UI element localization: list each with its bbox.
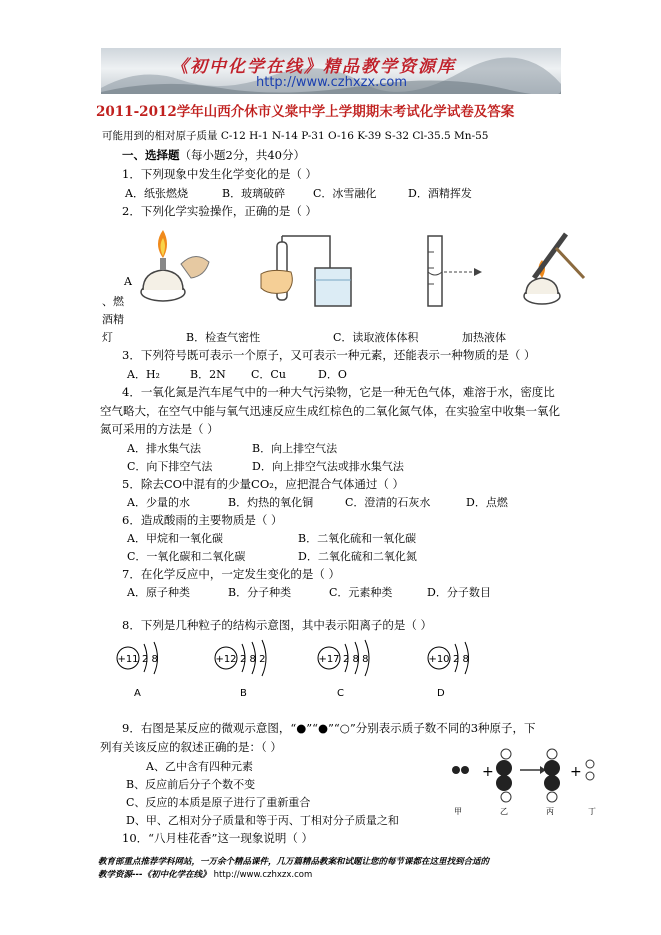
q9-option-d[interactable]: D、甲、乙相对分子质量和等于丙、丁相对分子质量之和 [126,814,399,827]
q7-stem: 7．在化学反应中，一定发生变化的是（ ） [122,567,340,581]
q5-option-c[interactable]: C．澄清的石灰水 [345,496,431,509]
q8-d-shells: 2 8 [453,654,469,665]
q9-label-bing: 丙 [546,807,554,816]
q4-option-d[interactable]: D．向上排空气法或排水集气法 [252,460,404,473]
q3-option-a[interactable]: A．H₂ [127,368,160,381]
q4-option-b[interactable]: B．向上排空气法 [252,442,338,455]
section-heading [122,147,305,163]
q9-label-yi: 乙 [500,807,508,816]
q7-option-d[interactable]: D．分子数目 [427,586,491,599]
footer-note [98,856,568,882]
q9-reaction-diagram [448,740,608,818]
alcohol-lamp-figure [135,228,215,308]
q1-option-a[interactable]: A．纸张燃烧 [125,187,188,200]
q3-stem: 3．下列符号既可表示一个原子，又可表示一种元素，还能表示一种物质的是（ ） [122,348,536,362]
q8-b-shells: 2 8 2 [240,654,266,665]
q8-c-shells: 2 8 8 [343,654,369,665]
q1-stem: 1．下列现象中发生化学变化的是（ ） [122,167,317,181]
airtight-check-figure [255,232,365,312]
q2-option-a-2[interactable]: 、燃 [102,295,124,308]
q4-option-c[interactable]: C．向下排空气法 [127,460,213,473]
q10-stem: 10．“八月桂花香”这一现象说明（ ） [122,831,314,845]
q8-d-nucleus: +10 [428,654,450,665]
q9-label-jia: 甲 [454,807,462,816]
section-heading-label: 一、选择题 [122,148,180,162]
footer-line-2: 教学资源---《初中化学在线》 [98,870,211,880]
q7-option-c[interactable]: C．元素种类 [329,586,393,599]
banner-url: http://www.czhxzx.com [256,75,407,90]
q3-option-d[interactable]: D．O [318,368,347,381]
q9-option-c[interactable]: C、反应的本质是原子进行了重新重合 [126,796,311,809]
svg-text:+: + [570,764,582,780]
q9-option-b[interactable]: B、反应前后分子个数不变 [126,778,256,791]
q8-c-label: C [337,688,344,699]
q1-option-c[interactable]: C．冰雪融化 [313,187,377,200]
q8-d-label: D [437,688,445,699]
svg-text:+: + [482,764,494,780]
q8-a-label: A [134,688,141,699]
q1-option-d[interactable]: D．酒精挥发 [408,187,472,200]
q8-particle-c[interactable] [313,636,403,700]
read-volume-figure [410,232,490,312]
q2-stem: 2．下列化学实验操作，正确的是（ ） [122,204,317,218]
q7-option-b[interactable]: B．分子种类 [228,586,292,599]
q1-option-b[interactable]: B．玻璃破碎 [222,187,286,200]
q4-line-1: 4．一氧化氮是汽车尾气中的一种大气污染物，它是一种无色气体，难溶于水，密度比 [122,385,555,399]
q4-line-2: 空气略大，在空气中能与氧气迅速反应生成红棕色的二氧化氮气体，在实验室中收集一氧化 [100,404,560,418]
q5-option-a[interactable]: A．少量的水 [127,496,190,509]
footer-line-1: 教育部重点推荐学科网站，一万余个精品课件，几万篇精品教案和试题让您的每节课都在这里找到合适的 [98,857,490,867]
q2-option-a-3[interactable]: 酒精 [102,313,124,326]
q4-option-a[interactable]: A．排水集气法 [127,442,201,455]
q2-option-c[interactable]: C．读取液体体积 [333,331,419,344]
footer-url[interactable]: http://www.czhxzx.com [213,870,313,880]
q4-line-3: 氮可采用的方法是（ ） [100,422,219,436]
q9-option-a[interactable]: A、乙中含有四种元素 [146,760,253,773]
q6-option-b[interactable]: B．二氧化硫和一氧化碳 [298,532,417,545]
q2-option-a-4[interactable]: 灯 [102,331,113,344]
section-heading-note: （每小题2分，共40分） [179,148,305,162]
banner-title: 《初中化学在线》精品教学资源库 [171,57,456,77]
q8-b-label: B [240,688,247,699]
q8-a-shells: 2 8 [142,654,158,665]
q3-option-c[interactable]: C．Cu [251,368,286,381]
q6-option-d[interactable]: D．二氧化硫和二氧化氮 [298,550,417,563]
heat-liquid-figure [520,230,590,310]
q3-option-b[interactable]: B．2N [190,368,226,381]
atomic-masses: 可能用到的相对原子质量 C-12 H-1 N-14 P-31 O-16 K-39 S-32 Cl-35.5 Mn-55 [102,130,489,142]
q8-a-nucleus: +11 [117,654,139,665]
q7-option-a[interactable]: A．原子种类 [127,586,190,599]
q8-b-nucleus: +12 [215,654,237,665]
q5-stem: 5．除去CO中混有的少量CO₂，应把混合气体通过（ ） [122,477,405,491]
q6-option-c[interactable]: C．一氧化碳和二氧化碳 [127,550,246,563]
q9-line-1: 9．右图是某反应的微观示意图，“●”“●”“○”分别表示质子数不同的3种原子，下 [122,721,536,735]
q2-option-b[interactable]: B．检查气密性 [186,331,261,344]
q6-option-a[interactable]: A．甲烷和一氧化碳 [127,532,223,545]
q6-stem: 6．造成酸雨的主要物质是（ ） [122,513,283,527]
q2-option-a-1[interactable]: A [124,275,132,288]
q2-option-d[interactable]: 加热液体 [462,331,506,344]
q5-option-b[interactable]: B．灼热的氧化铜 [228,496,314,509]
header-banner [101,48,561,94]
q9-line-2: 列有关该反应的叙述正确的是：（ ） [100,740,282,754]
q8-c-nucleus: +17 [318,654,340,665]
q9-label-ding: 丁 [588,807,596,816]
q8-particle-b[interactable] [210,636,300,700]
q8-particle-d[interactable] [423,636,503,700]
q5-option-d[interactable]: D．点燃 [466,496,508,509]
q8-particle-a[interactable] [112,636,192,700]
exam-title: 2011-2012学年山西介休市义棠中学上学期期末考试化学试卷及答案 [96,104,515,120]
q8-stem: 8．下列是几种粒子的结构示意图，其中表示阳离子的是（ ） [122,618,432,632]
